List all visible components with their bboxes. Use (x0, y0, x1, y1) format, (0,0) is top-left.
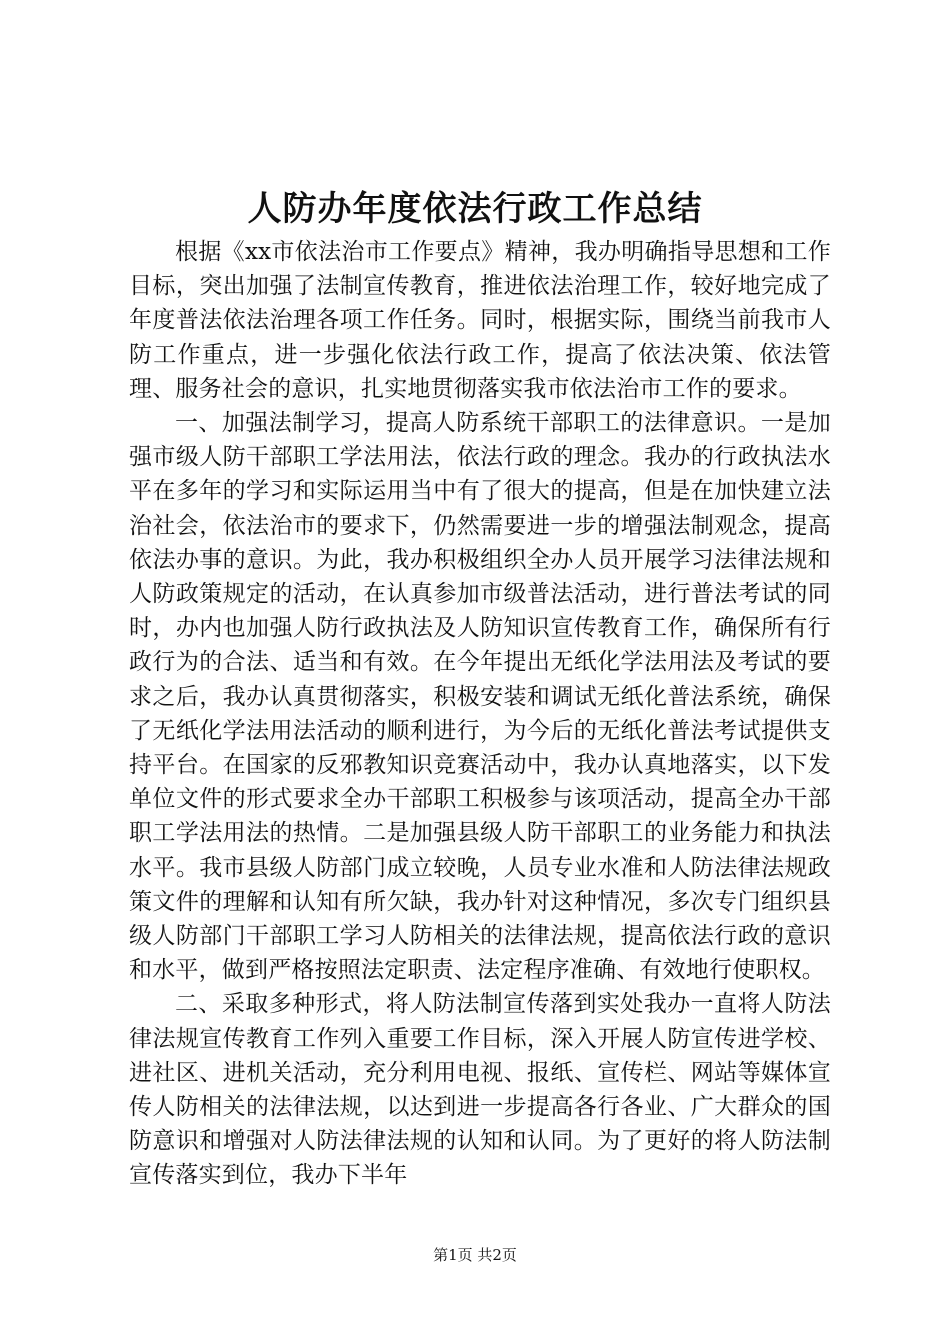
paragraph-section-2: 二、采取多种形式，将人防法制宣传落到实处我办一直将人防法律法规宣传教育工作列入重要工作目标，深入开展人防宣传进学校、进社区、进机关活动，充分利用电视、报纸、宣传栏、网站等媒体宣传人防相关的法律法规，以达到进一步提高各行各业、广大群众的国防意识和增强对人防法律法规的认知和认同。为了更好的将人防法制宣传落实到位，我办下半年 (129, 991, 831, 1189)
document-title: 人防办年度依法行政工作总结 (247, 189, 703, 229)
page-footer: 第1页 共2页 (433, 1246, 517, 1264)
document-body (129, 235, 831, 1193)
paragraph-intro: 根据《xx市依法治市工作要点》精神，我办明确指导思想和工作目标，突出加强了法制宣传教育，推进依法治理工作，较好地完成了年度普法依法治理各项工作任务。同时，根据实际，围绕当前我市人防工作重点，进一步强化依法行政工作，提高了依法决策、依法管理、服务社会的意识，扎实地贯彻落实我市依法治市工作的要求。 (129, 239, 831, 402)
paragraph-section-1: 一、加强法制学习，提高人防系统干部职工的法律意识。一是加强市级人防干部职工学法用法，依法行政的理念。我办的行政执法水平在多年的学习和实际运用当中有了很大的提高，但是在加快建立法治社会，依法治市的要求下，仍然需要进一步的增强法制观念，提高依法办事的意识。为此，我办积极组织全办人员开展学习法律法规和人防政策规定的活动，在认真参加市级普法活动，进行普法考试的同时，办内也加强人防行政执法及人防知识宣传教育工作，确保所有行政行为的合法、适当和有效。在今年提出无纸化学法用法及考试的要求之后，我办认真贯彻落实，积极安装和调试无纸化普法系统，确保了无纸化学法用法活动的顺利进行，为今后的无纸化普法考试提供支持平台。在国家的反邪教知识竞赛活动中，我办认真地落实，以下发单位文件的形式要求全办干部职工积极参与该项活动，提高全办干部职工学法用法的热情。二是加强县级人防干部职工的业务能力和执法水平。我市县级人防部门成立较晚，人员专业水准和人防法律法规政策文件的理解和认知有所欠缺，我办针对这种情况，多次专门组织县级人防部门干部职工学习人防相关的法律法规，提高依法行政的意识和水平，做到严格按照法定职责、法定程序准确、有效地行使职权。 (129, 410, 831, 984)
